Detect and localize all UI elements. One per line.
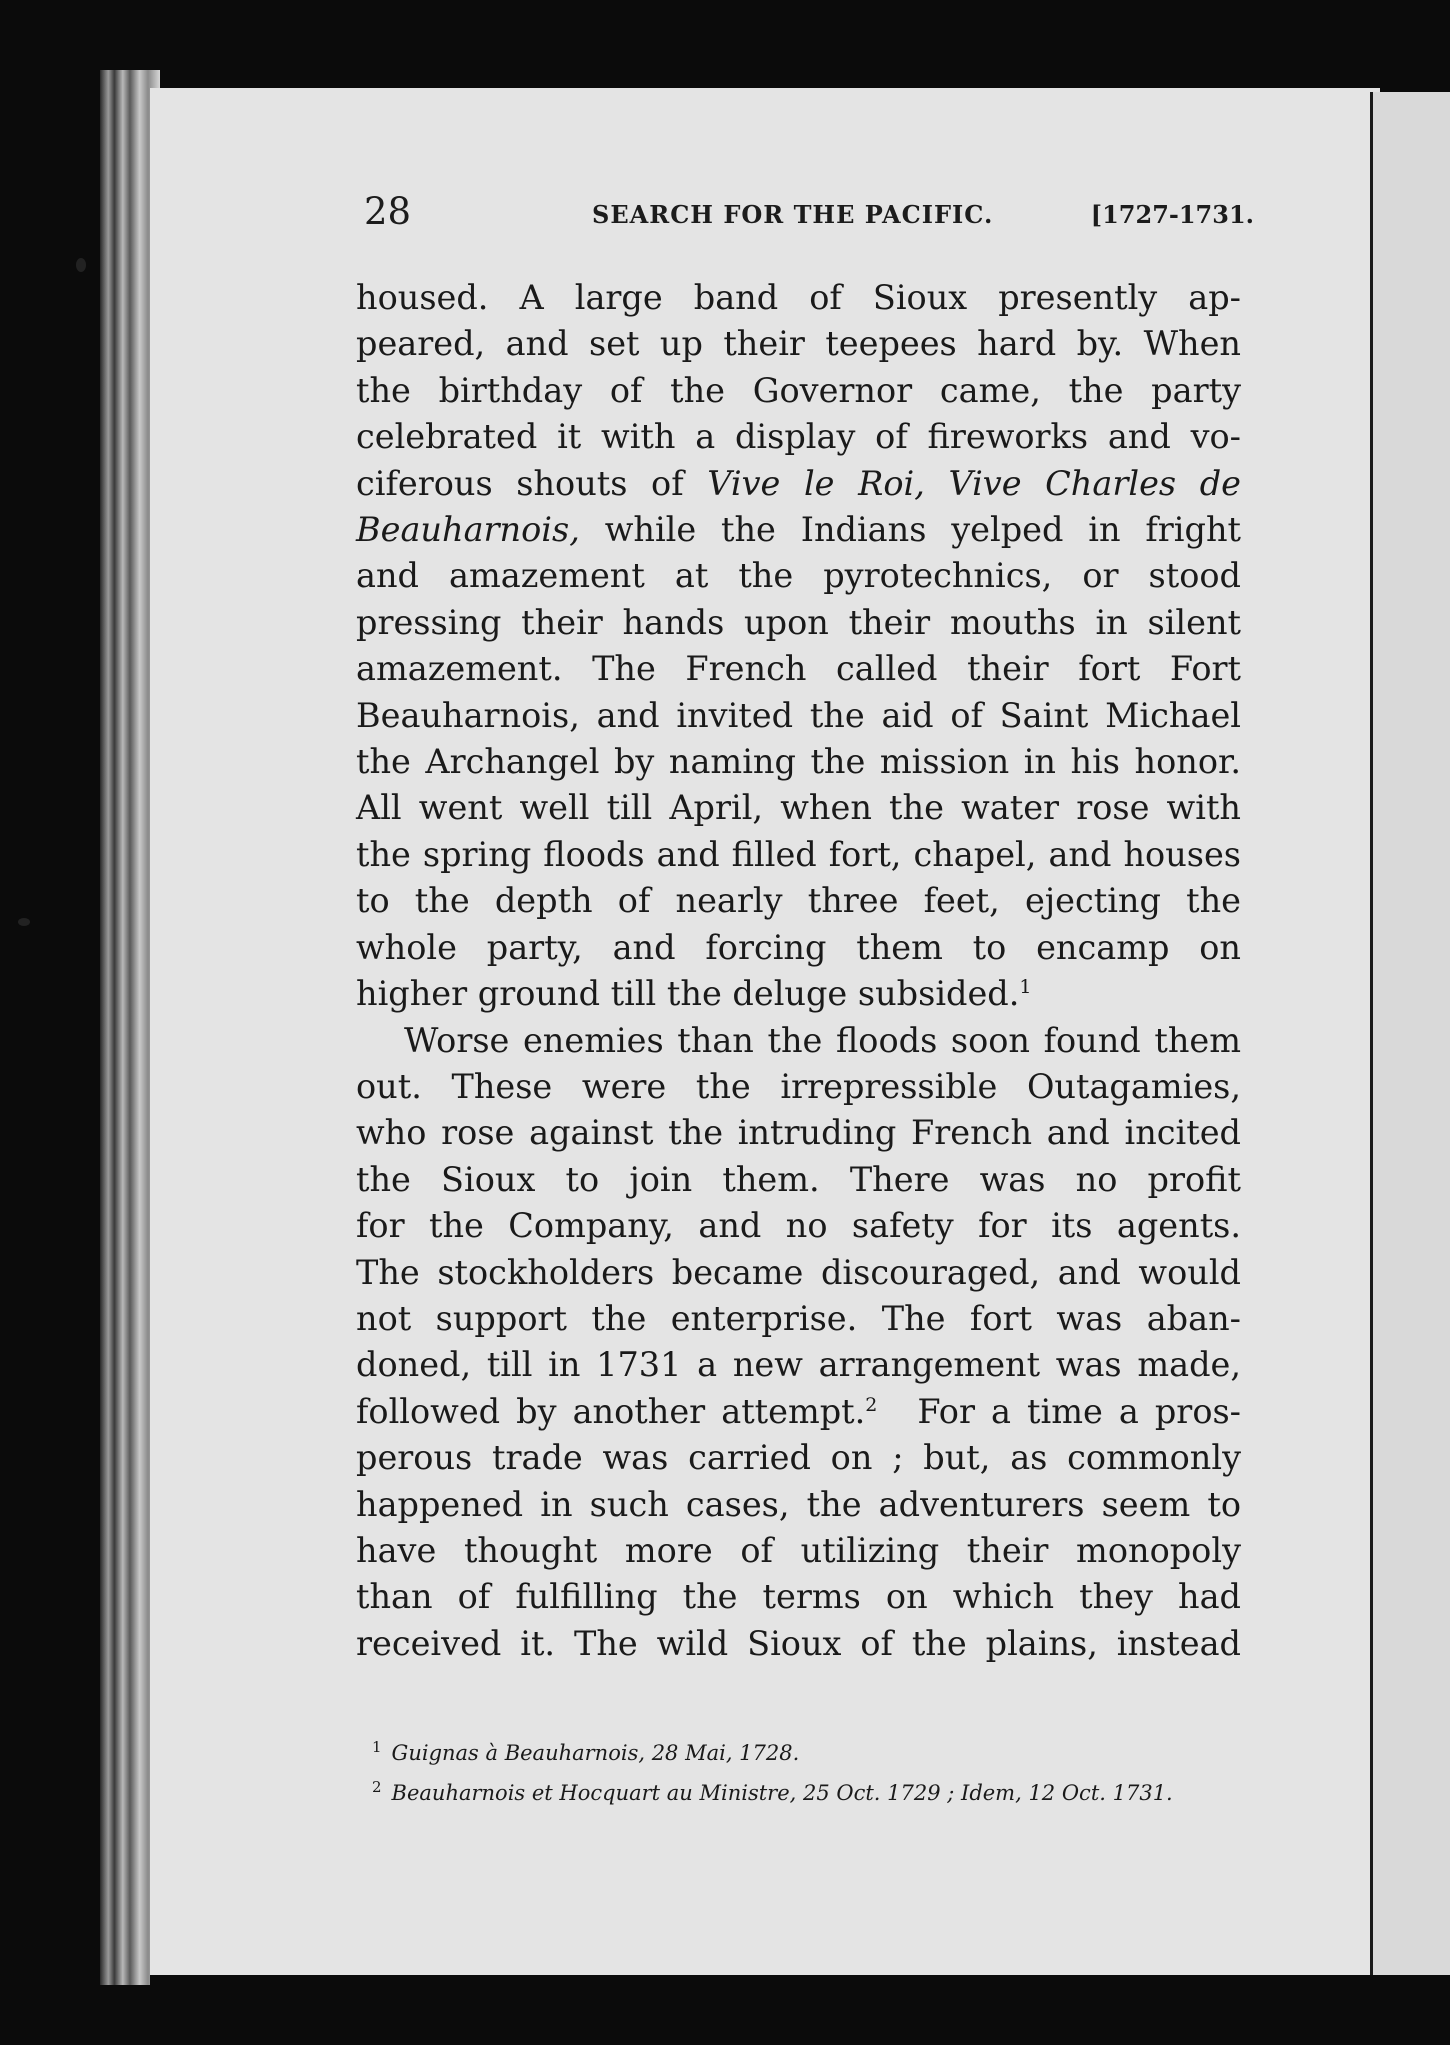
next-page-edge	[1370, 92, 1450, 1992]
text-line: amazement. The French called their fort Fort	[356, 649, 1241, 689]
footnote-reference: 1	[1019, 975, 1032, 998]
text-line: perous trade was carried on ; but, as commonly	[356, 1438, 1241, 1478]
page-header	[364, 190, 1254, 240]
text-line-with-italic	[356, 507, 1241, 553]
footnote-reference: 2	[865, 1393, 878, 1416]
footnote-text: Beauharnois et Hocquart au Ministre, 25 Oct. 1729 ; Idem, 12 Oct. 1731.	[391, 1781, 1173, 1805]
text-line: The stockholders became discouraged, and would	[356, 1252, 1241, 1292]
text-line: the birthday of the Governor came, the party	[356, 370, 1241, 410]
text-line: for the Company, and no safety for its agents.	[356, 1206, 1241, 1246]
footnote-text: Guignas à Beauharnois, 28 Mai, 1728.	[391, 1741, 800, 1765]
text-fragment: ciferous shouts of	[356, 463, 708, 503]
scan-speck	[76, 258, 86, 272]
text-line: doned, till in 1731 a new arrangement was made,	[356, 1345, 1241, 1385]
text-line: All went well till April, when the water rose with	[356, 788, 1241, 828]
text-line-with-footnote	[356, 971, 1241, 1017]
text-line: the Sioux to join them. There was no profit	[356, 1159, 1241, 1199]
text-fragment: higher ground till the deluge subsided.	[356, 974, 1020, 1014]
text-line-with-italic	[356, 461, 1241, 507]
page-number: 28	[364, 190, 412, 233]
text-line: have thought more of utilizing their monopoly	[356, 1530, 1241, 1570]
text-line: and amazement at the pyrotechnics, or stood	[356, 556, 1241, 596]
footnote-marker: 1	[372, 1738, 382, 1756]
text-line: whole party, and forcing them to encamp on	[356, 927, 1241, 967]
text-line: out. These were the irrepressible Outagamies,	[356, 1066, 1241, 1106]
footnotes	[372, 1730, 1242, 1810]
footnote-marker: 2	[372, 1778, 382, 1796]
footnote	[372, 1770, 1242, 1810]
italic-phrase: Vive le Roi, Vive Charles de	[707, 463, 1241, 503]
text-line: to the depth of nearly three feet, ejecting the	[356, 881, 1241, 921]
text-line: happened in such cases, the adventurers seem to	[356, 1484, 1241, 1524]
text-line: peared, and set up their teepees hard by. When	[356, 324, 1241, 364]
text-fragment: followed by another attempt.	[356, 1391, 866, 1431]
text-fragment: For a time a pros-	[917, 1391, 1241, 1431]
text-line: the spring floods and filled fort, chapel, and houses	[356, 834, 1241, 874]
running-head: SEARCH FOR THE PACIFIC.	[592, 200, 994, 229]
text-line: celebrated it with a display of fireworks and vo-	[356, 417, 1241, 457]
bottom-shadow	[150, 1975, 1450, 2045]
scan-speck	[18, 918, 30, 926]
text-line: not support the enterprise. The fort was aban-	[356, 1298, 1241, 1338]
text-line: housed. A large band of Sioux presently ap-	[356, 278, 1241, 317]
text-fragment: while the Indians yelped in fright	[579, 510, 1241, 550]
body-text	[356, 275, 1241, 1667]
text-line: the Archangel by naming the mission in his honor.	[356, 742, 1241, 782]
date-range: [1727-1731.	[1090, 200, 1254, 229]
text-line: received it. The wild Sioux of the plains, instead	[356, 1623, 1241, 1663]
text-line: who rose against the intruding French and incited	[356, 1113, 1241, 1153]
text-line: pressing their hands upon their mouths in silent	[356, 602, 1241, 642]
text-line: than of fulfilling the terms on which they had	[356, 1577, 1241, 1617]
text-line-with-footnote	[356, 1389, 1241, 1435]
text-line: Worse enemies than the floods soon found them	[404, 1020, 1241, 1060]
italic-phrase: Beauharnois,	[356, 510, 580, 550]
footnote	[372, 1730, 1242, 1770]
text-line: Beauharnois, and invited the aid of Saint Michael	[356, 695, 1241, 735]
